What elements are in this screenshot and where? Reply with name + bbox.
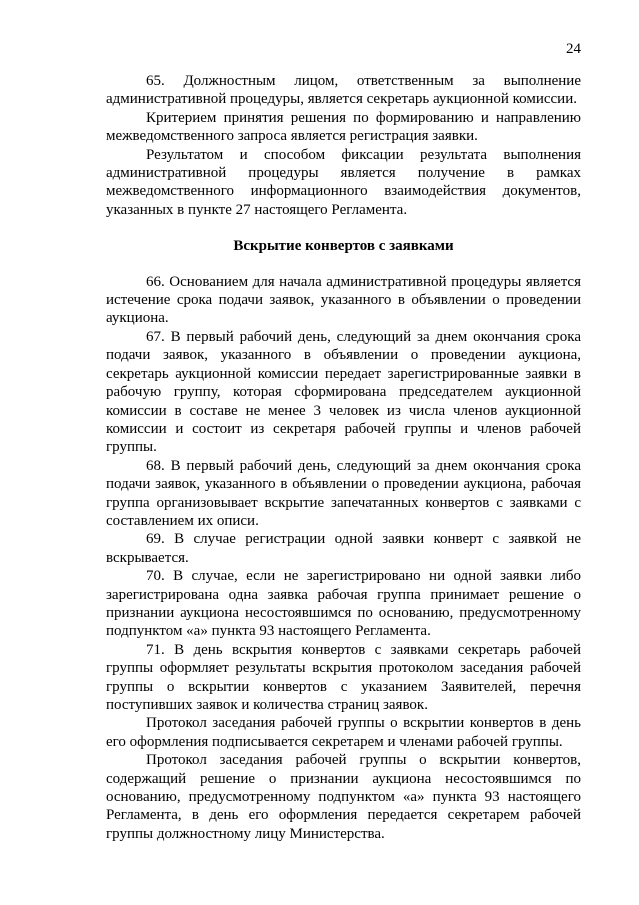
paragraph-decision-criterion: Критерием принятия решения по формированию и направлению межведомственного запроса является регистрация заявки. (106, 109, 581, 145)
paragraph-68: 68. В первый рабочий день, следующий за днем окончания срока подачи заявок, указанного в объявлении о проведении аукциона, рабочая группа организовывает вскрытие запечатанных конвертов с заявками с составлением их описи. (106, 457, 581, 529)
paragraph-result: Результатом и способом фиксации результата выполнения административной процедуры является получение в рамках межведомственного информационного взаимодействия документов, указанных в пункте 27 настоящего Регламента. (106, 146, 581, 218)
paragraph-protocol-signing: Протокол заседания рабочей группы о вскрытии конвертов в день его оформления подписывается секретарем и членами рабочей группы. (106, 715, 581, 750)
section-heading: Вскрытие конвертов с заявками (233, 238, 454, 255)
paragraph-69: 69. В случае регистрации одной заявки конверт с заявкой не вскрывается. (106, 531, 581, 566)
paragraph-67: 67. В первый рабочий день, следующий за днем окончания срока подачи заявок, указанного в объявлении о проведении аукциона, секретарь аукционной комиссии передает зарегистрированные заявки в рабочую группу, которая сформирована председателем аукционной комиссии в составе не менее 3 человек из числа членов аукционной комиссии и состоит из секретаря рабочей группы и членов рабочей группы. (106, 328, 581, 456)
paragraph-71: 71. В день вскрытия конвертов с заявками секретарь рабочей группы оформляет результаты вскрытия протоколом заседания рабочей группы о вскрытии конвертов с указанием Заявителей, перечня поступивших заявок и количества страниц заявок. (106, 641, 581, 713)
paragraph-65: 65. Должностным лицом, ответственным за выполнение административной процедуры, является секретарь аукционной комиссии. (106, 73, 581, 108)
page-number: 24 (566, 41, 581, 57)
paragraph-protocol-transfer: Протокол заседания рабочей группы о вскрытии конвертов, содержащий решение о признании аукциона несостоявшимся по основанию, предусмотренному подпунктом «а» пункта 93 настоящего Регламента, в день его оформления передается секретарем рабочей группы должностному лицу Министерства. (106, 752, 581, 842)
paragraph-70: 70. В случае, если не зарегистрировано ни одной заявки либо зарегистрирована одна заявка рабочая группа принимает решение о признании аукциона несостоявшимся по основанию, предусмотренному подпунктом «а» пункта 93 настоящего Регламента. (106, 568, 581, 640)
document-body (106, 72, 581, 843)
paragraph-66: 66. Основанием для начала административной процедуры является истечение срока подачи заявок, указанного в объявлении о проведении аукциона. (106, 273, 581, 327)
